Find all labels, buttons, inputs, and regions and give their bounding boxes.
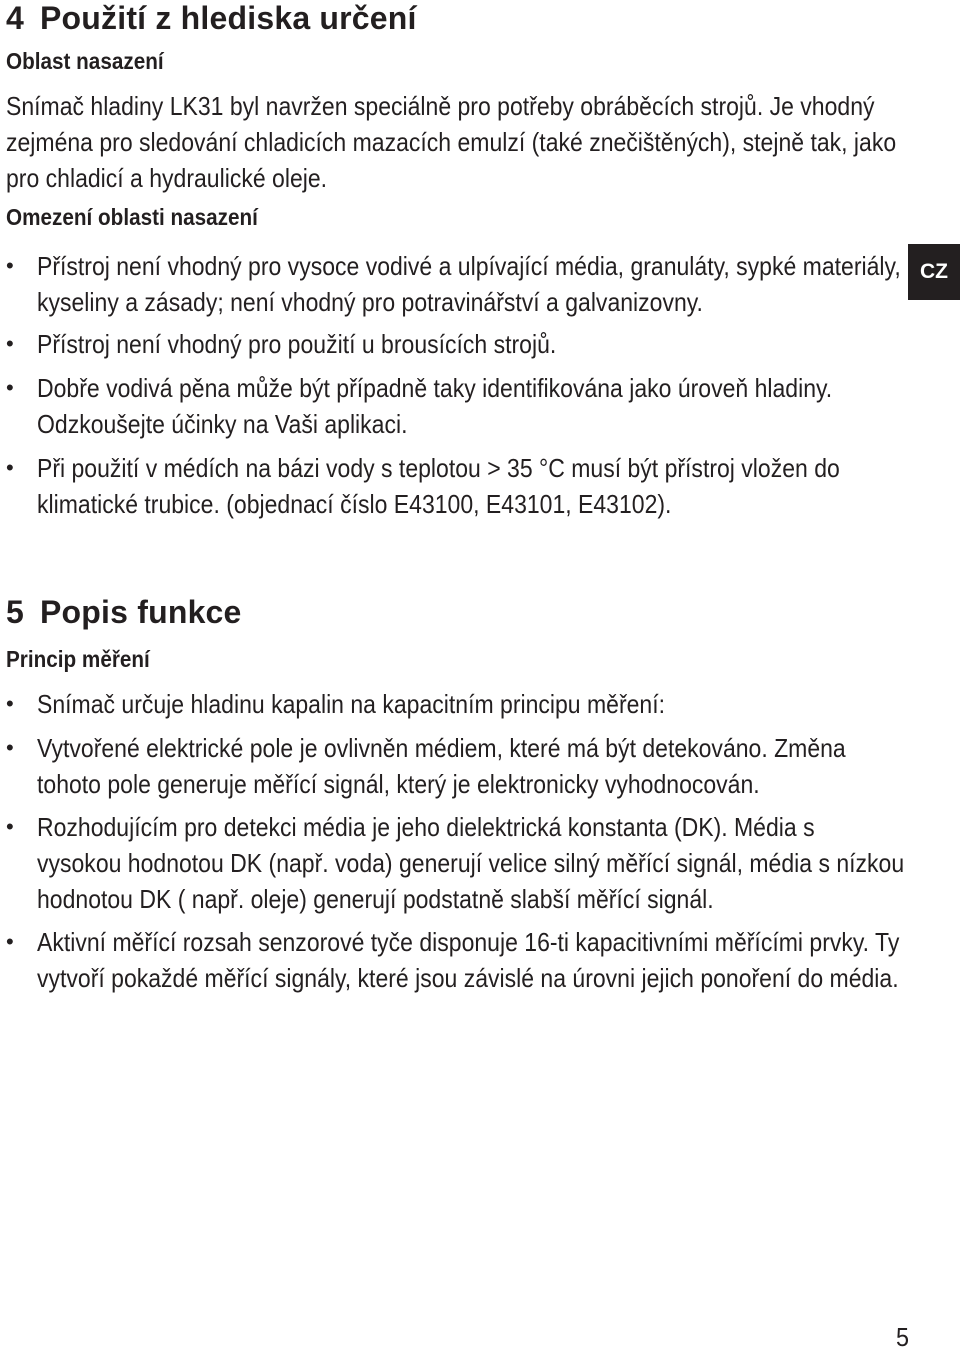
list-item: [6, 370, 960, 442]
section-4-heading: [6, 0, 906, 36]
bullet-marker: •: [6, 375, 14, 400]
list-item-text: Rozhodujícím pro detekci média je jeho dielektrická konstanta (DK). Média s vysokou hodnotou DK (např. voda) generují velice silný měřící signál, média s nízkou hodnotou DK ( např. oleje) generují podstatně slabší měřící signál.: [37, 812, 905, 914]
subheading-oblast-nasazeni: Oblast nasazení: [6, 48, 164, 74]
language-tab-cz: CZ: [908, 244, 960, 300]
list-item-text: Aktivní měřící rozsah senzorové tyče disponuje 16-ti kapacitivními měřícími prvky. Ty vytvoří pokaždé měřící signály, které jsou závislé na úrovni jejich ponoření do média.: [37, 927, 900, 993]
list-item-text: Při použití v médích na bázi vody s teplotou > 35 °C musí být přístroj vložen do klimatické trubice. (objednací číslo E43100, E43101, E43102).: [37, 453, 840, 519]
list-item-text: Snímač určuje hladinu kapalin na kapacitním principu měření:: [37, 689, 666, 719]
bullet-marker: •: [6, 691, 14, 716]
bullet-marker: •: [6, 253, 14, 278]
bullet-marker: •: [6, 455, 14, 480]
section-4-title: Použití z hlediska určení: [40, 0, 417, 36]
subheading-omezeni-oblasti: Omezení oblasti nasazení: [6, 204, 258, 230]
bullet-marker: •: [6, 331, 14, 356]
list-item-text: Přístroj není vhodný pro použití u brousících strojů.: [37, 329, 557, 359]
list-item: [6, 730, 960, 802]
list-item: [6, 924, 960, 996]
page-number: 5: [896, 1322, 910, 1352]
section-5-heading: [6, 594, 906, 630]
section-5-title: Popis funkce: [40, 594, 242, 630]
list-item: [6, 809, 960, 917]
list-item: [6, 248, 960, 320]
section-4-number: 4: [6, 0, 24, 36]
list-item-text: Přístroj není vhodný pro vysoce vodivé a ulpívající média, granuláty, sypké materiály, kyseliny a zásady; není vhodný pro potravinářství a galvanizovny.: [37, 251, 901, 317]
section-5-number: 5: [6, 594, 24, 630]
section-4-paragraph: Snímač hladiny LK31 byl navržen speciálně pro potřeby obráběcích strojů. Je vhodný zejména pro sledování chladicích mazacích emulzí (také znečištěných), stejně tak, jako pro chladicí a hydraulické oleje.: [6, 91, 897, 193]
list-item: [6, 326, 960, 362]
list-item: [6, 686, 960, 722]
bullet-marker: •: [6, 814, 14, 839]
list-item-text: Vytvořené elektrické pole je ovlivněn médiem, které má být detekováno. Změna tohoto pole generuje měřící signál, který je elektronicky vyhodnocován.: [37, 733, 846, 799]
list-item: [6, 450, 960, 522]
list-item-text: Dobře vodivá pěna může být případně taky identifikována jako úroveň hladiny. Odzkoušejte účinky na Vaši aplikaci.: [37, 373, 833, 439]
subheading-princip-mereni: Princip měření: [6, 646, 150, 672]
bullet-marker: •: [6, 929, 14, 954]
bullet-marker: •: [6, 735, 14, 760]
